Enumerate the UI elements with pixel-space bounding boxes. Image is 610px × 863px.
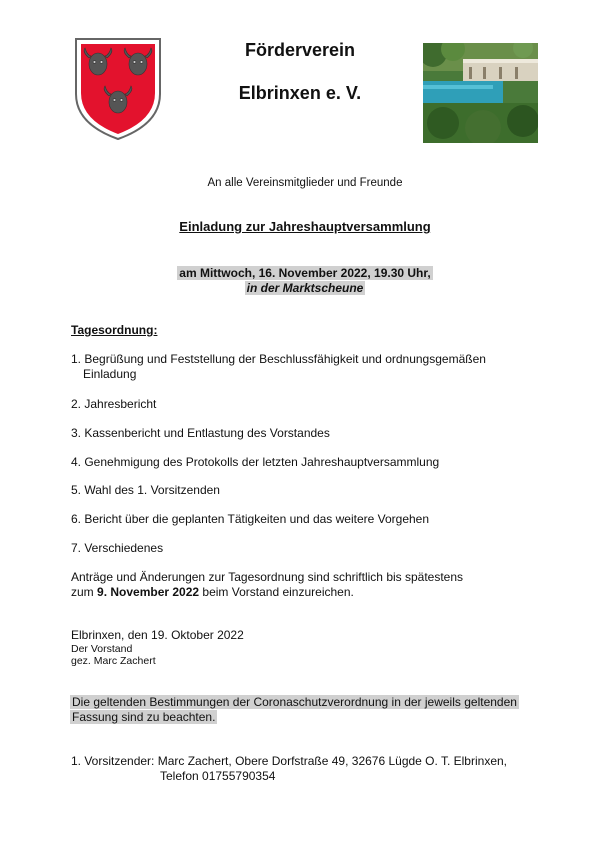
pool-photo — [423, 43, 538, 143]
agenda-item-3: 3. Kassenbericht und Entlastung des Vorstandes — [71, 426, 330, 440]
association-name-line2: Elbrinxen e. V. — [238, 83, 362, 103]
motions-deadline: 9. November 2022 — [97, 585, 200, 599]
meeting-details — [0, 266, 610, 296]
greeting-line: An alle Vereinsmitglieder und Freunde — [207, 177, 403, 189]
motions-paragraph: Anträge und Änderungen zur Tagesordnung sind schriftlich bis spätestens zum 9. November 2022 beim Vorstand einzureichen. — [71, 570, 464, 599]
corona-notice: Die geltenden Bestimmungen der Coronaschutzverordnung in der jeweils geltenden Fassung sind zu beachten. — [72, 695, 517, 724]
signature-block — [71, 628, 244, 667]
agenda-item-6: 6. Bericht über die geplanten Tätigkeiten und das weitere Vorgehen — [71, 512, 430, 526]
place-date: Elbrinxen, den 19. Oktober 2022 — [71, 628, 244, 642]
invitation-title: Einladung zur Jahreshauptversammlung — [179, 219, 431, 234]
association-name-line1: Förderverein — [244, 40, 356, 60]
meeting-location: in der Marktscheune — [246, 281, 364, 295]
coat-of-arms — [73, 36, 163, 142]
agenda-item-4: 4. Genehmigung des Protokolls der letzten Jahreshauptversammlung — [71, 455, 440, 469]
agenda-item-5: 5. Wahl des 1. Vorsitzenden — [71, 483, 220, 497]
agenda-heading: Tagesordnung: — [71, 323, 158, 337]
agenda-item-7: 7. Verschiedenes — [71, 541, 164, 555]
chairman-contact: 1. Vorsitzender: Marc Zachert, Obere Dorfstraße 49, 32676 Lügde O. T. Elbrinxen, Telefon 01755790354 — [71, 754, 507, 783]
meeting-date: am Mittwoch, 16. November 2022, 19.30 Uhr, — [179, 266, 431, 280]
board-label: Der Vorstand — [71, 643, 133, 655]
agenda-item-2: 2. Jahresbericht — [71, 397, 157, 411]
signed-by: gez. Marc Zachert — [71, 655, 156, 667]
agenda-item-1: 1. Begrüßung und Feststellung der Beschlussfähigkeit und ordnungsgemäßen Einladung — [71, 352, 486, 381]
